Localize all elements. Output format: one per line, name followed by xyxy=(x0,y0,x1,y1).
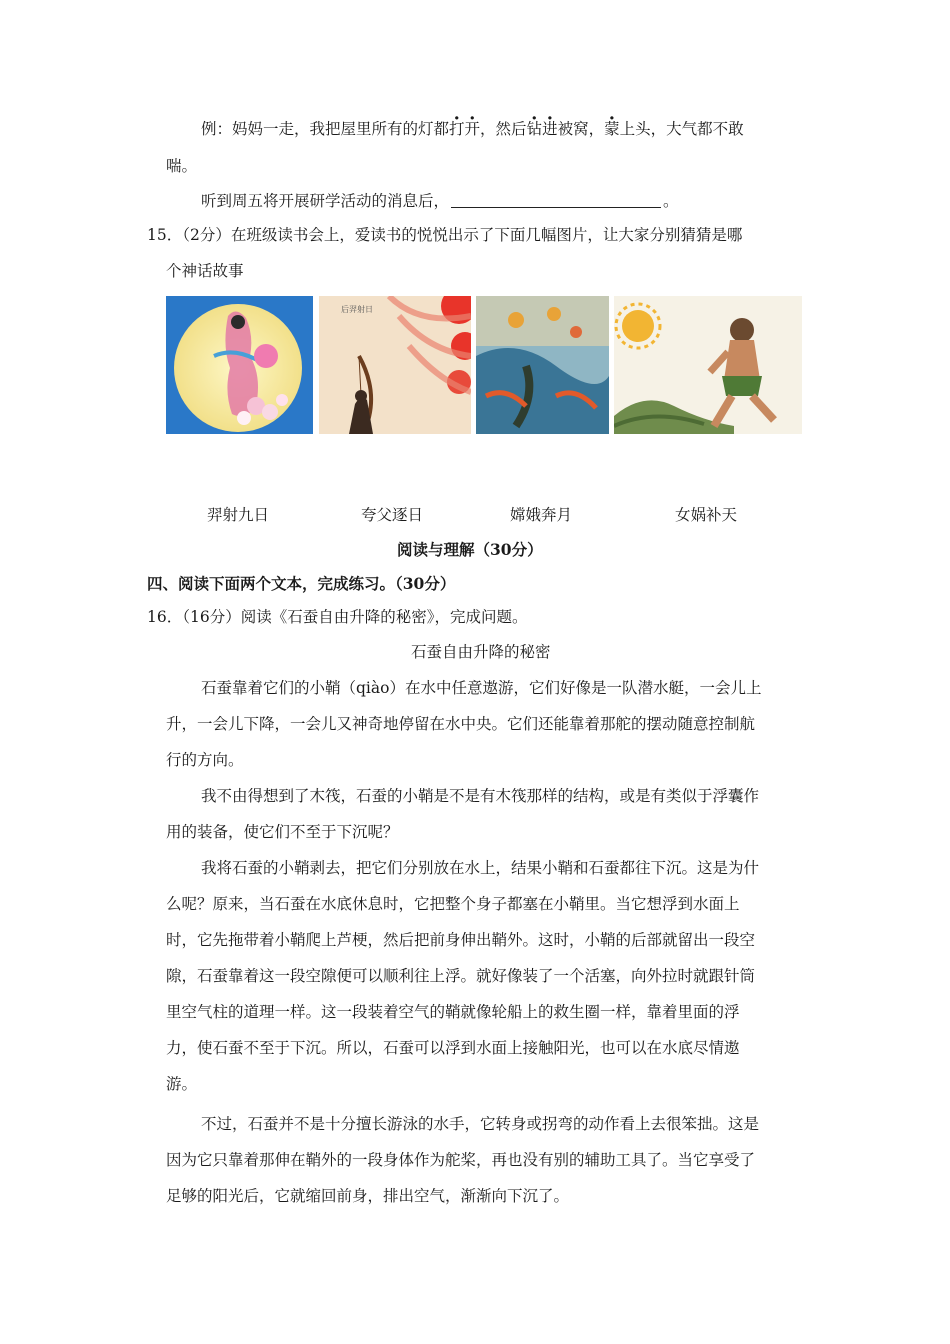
option-1: 羿射九日 xyxy=(207,506,270,524)
picture-nuwa xyxy=(476,296,609,434)
passage-line: 隙，石蚕靠着这一段空隙便可以顺利往上浮。就好像装了一个活塞，向外拉时就跟针筒 xyxy=(166,967,756,985)
option-2: 夸父逐日 xyxy=(361,506,424,524)
q14-prompt-end: 。 xyxy=(663,192,679,210)
dotted-char: 进 xyxy=(542,120,558,138)
passage-line: 时，它先拖带着小鞘爬上芦梗，然后把前身伸出鞘外。这时，小鞘的后部就留出一段空 xyxy=(166,931,756,949)
dotted-char: 蒙 xyxy=(604,120,620,138)
passage-line: 不过，石蚕并不是十分擅长游泳的水手，它转身或拐弯的动作看上去很笨拙。这是 xyxy=(201,1115,760,1133)
dotted-char: 钻 xyxy=(526,120,543,138)
section-title: 阅读与理解（30分） xyxy=(397,540,543,559)
option-3: 嫦娥奔月 xyxy=(510,506,573,524)
answer-blank[interactable] xyxy=(451,193,661,208)
q14-example-text: ，然后 xyxy=(480,120,527,138)
q14-example-text: 例：妈妈一走，我把屋里所有的灯都 xyxy=(201,120,450,138)
q14-example-text: 被窝， xyxy=(557,120,605,138)
passage-line: 升，一会儿下降，一会儿又神奇地停留在水中央。它们还能靠着那舵的摆动随意控制航 xyxy=(166,715,756,733)
passage-title: 石蚕自由升降的秘密 xyxy=(411,643,551,661)
passage-line: 游。 xyxy=(166,1075,198,1093)
passage-line: 我将石蚕的小鞘剥去，把它们分别放在水上，结果小鞘和石蚕都往下沉。这是为什 xyxy=(201,859,760,877)
part-heading: 四、阅读下面两个文本，完成练习。（30分） xyxy=(147,574,456,593)
picture-kuafu xyxy=(614,296,802,434)
passage-line: 行的方向。 xyxy=(166,751,244,769)
passage-line: 足够的阳光后，它就缩回前身，排出空气，渐渐向下沉了。 xyxy=(166,1187,570,1205)
q14-example-line1 xyxy=(201,122,744,138)
passage-line: 因为它只靠着那伸在鞘外的一段身体作为舵桨，再也没有别的辅助工具了。当它享受了 xyxy=(166,1151,756,1169)
picture-change-moon xyxy=(166,296,313,434)
q14-example-line2: 喘。 xyxy=(166,157,198,175)
passage-line: 石蚕靠着它们的小鞘（qiào）在水中任意遨游，它们好像是一队潜水艇，一会儿上 xyxy=(201,679,762,697)
q15-line2: 个神话故事 xyxy=(166,262,244,280)
passage-line: 用的装备，使它们不至于下沉呢？ xyxy=(166,823,399,841)
picture-caption: 后羿射日 xyxy=(341,305,373,314)
passage-line: 么呢？原来，当石蚕在水底休息时，它把整个身子都塞在小鞘里。当它想浮到水面上 xyxy=(166,895,740,913)
option-4: 女娲补天 xyxy=(675,506,738,524)
passage-line: 我不由得想到了木筏，石蚕的小鞘是不是有木筏那样的结构，或是有类似于浮囊作 xyxy=(201,787,760,805)
dotted-char: 打 xyxy=(449,120,465,138)
passage-line: 力，使石蚕不至于下沉。所以，石蚕可以浮到水面上接触阳光，也可以在水底尽情遨 xyxy=(166,1039,740,1057)
q15-line1: 15．（2分）在班级读书会上，爱读书的悦悦出示了下面几幅图片，让大家分别猜猜是哪 xyxy=(147,226,743,244)
q16-intro: 16．（16分）阅读《石蚕自由升降的秘密》，完成问题。 xyxy=(147,608,528,626)
q14-prompt xyxy=(201,193,679,210)
passage-line: 里空气柱的道理一样。这一段装着空气的鞘就像轮船上的救生圈一样，靠着里面的浮 xyxy=(166,1003,740,1021)
q14-prompt-text: 听到周五将开展研学活动的消息后， xyxy=(201,192,450,210)
dotted-char: 开 xyxy=(464,120,481,138)
q14-example-text: 上头，大气都不敢 xyxy=(619,120,744,138)
picture-houyi-shooting xyxy=(319,296,471,434)
